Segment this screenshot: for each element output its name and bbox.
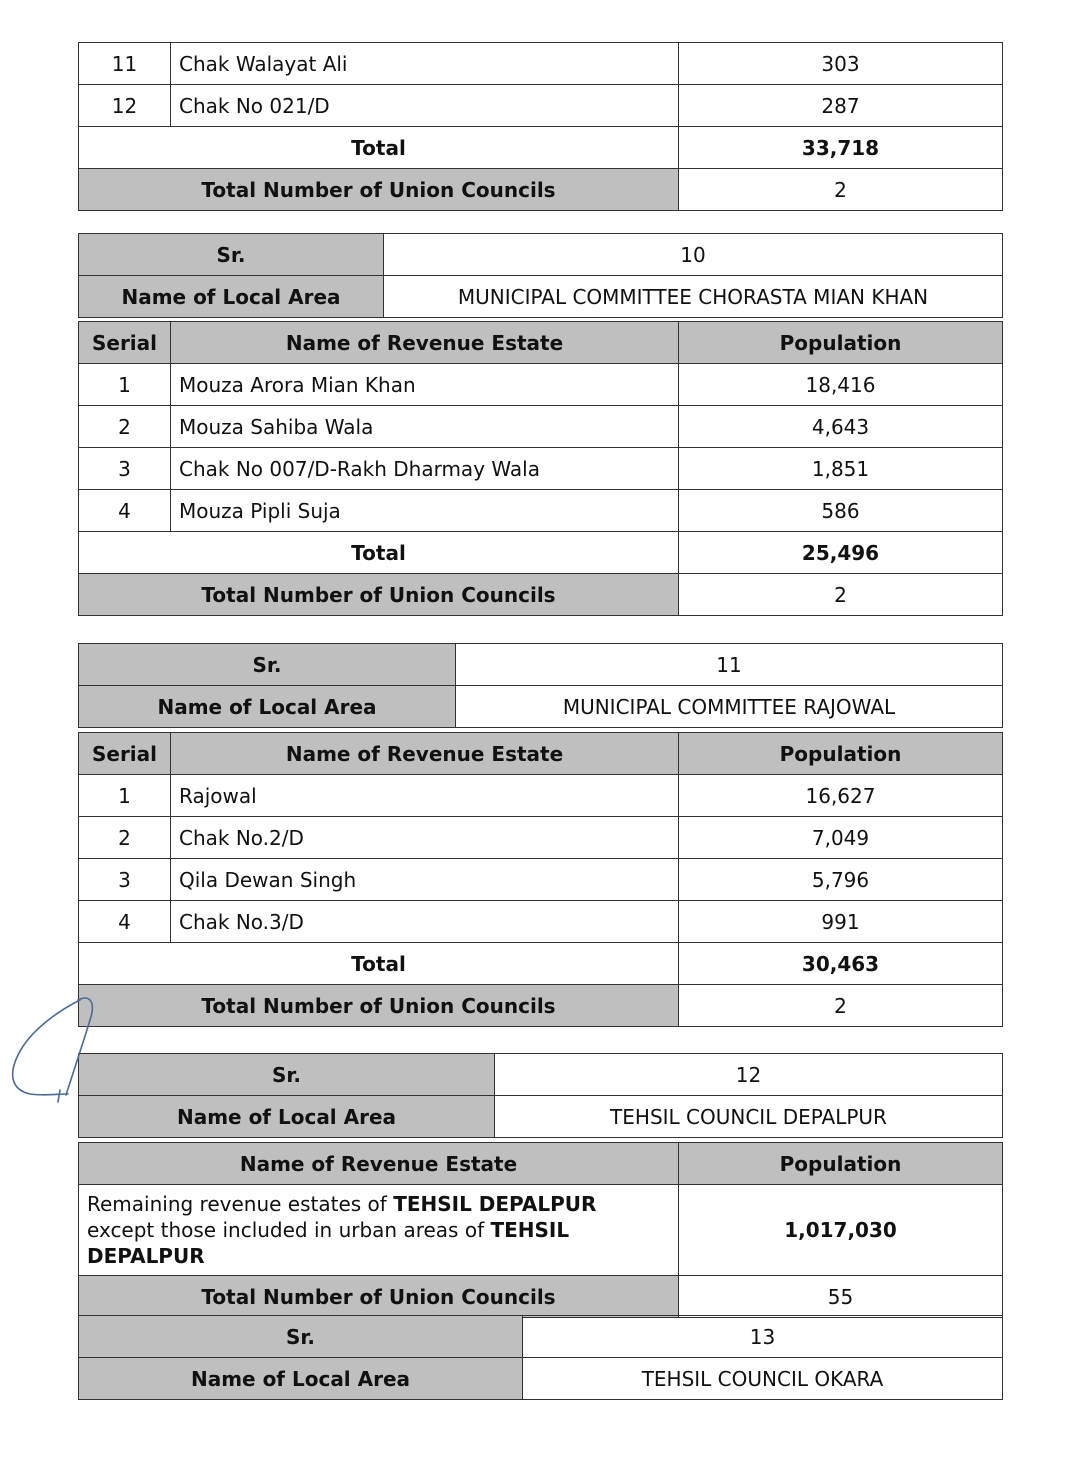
serial-cell: 1 xyxy=(79,775,171,817)
table-row xyxy=(79,43,1003,85)
estate-cell: Mouza Arora Mian Khan xyxy=(171,364,679,406)
revenue-estates-table-10 xyxy=(78,321,1003,616)
sr-row xyxy=(79,1054,1003,1096)
header-row xyxy=(79,322,1003,364)
union-councils-label: Total Number of Union Councils xyxy=(79,985,679,1027)
total-label: Total xyxy=(79,127,679,169)
population-cell: 303 xyxy=(679,43,1003,85)
population-cell: 16,627 xyxy=(679,775,1003,817)
estate-cell: Qila Dewan Singh xyxy=(171,859,679,901)
remaining-text-2: except those included in urban areas of xyxy=(87,1218,491,1242)
union-councils-row xyxy=(79,1276,1003,1318)
table-row xyxy=(79,901,1003,943)
union-councils-value: 55 xyxy=(679,1276,1003,1318)
serial-header: Serial xyxy=(79,733,171,775)
area-label: Name of Local Area xyxy=(79,1096,495,1138)
serial-cell: 3 xyxy=(79,448,171,490)
local-area-header-11 xyxy=(78,643,1003,728)
population-header: Population xyxy=(679,322,1003,364)
table-previous-continuation xyxy=(78,42,1003,211)
union-councils-row xyxy=(79,169,1003,211)
table-row xyxy=(79,364,1003,406)
sr-value: 12 xyxy=(495,1054,1003,1096)
estate-cell: Chak Walayat Ali xyxy=(171,43,679,85)
tehsil-name-1: TEHSIL DEPALPUR xyxy=(393,1192,597,1216)
estate-header: Name of Revenue Estate xyxy=(171,322,679,364)
total-label: Total xyxy=(79,943,679,985)
sr-row xyxy=(79,234,1003,276)
population-cell: 18,416 xyxy=(679,364,1003,406)
population-cell: 4,643 xyxy=(679,406,1003,448)
estate-cell: Chak No.3/D xyxy=(171,901,679,943)
revenue-estates-table-12 xyxy=(78,1142,1003,1318)
serial-header: Serial xyxy=(79,322,171,364)
sr-row xyxy=(79,1316,1003,1358)
sr-label: Sr. xyxy=(79,1316,523,1358)
remaining-text-1: Remaining revenue estates of xyxy=(87,1192,394,1216)
local-area-header-13 xyxy=(78,1315,1003,1400)
total-label: Total xyxy=(79,532,679,574)
header-row xyxy=(79,733,1003,775)
remaining-estates-cell xyxy=(79,1185,679,1276)
table-row xyxy=(79,775,1003,817)
population-cell: 991 xyxy=(679,901,1003,943)
sr-value: 13 xyxy=(523,1316,1003,1358)
local-area-header-12 xyxy=(78,1053,1003,1138)
serial-cell: 1 xyxy=(79,364,171,406)
estate-cell: Chak No 021/D xyxy=(171,85,679,127)
population-cell: 1,851 xyxy=(679,448,1003,490)
estate-cell: Mouza Pipli Suja xyxy=(171,490,679,532)
population-cell: 287 xyxy=(679,85,1003,127)
serial-cell: 2 xyxy=(79,406,171,448)
local-area-header-10 xyxy=(78,233,1003,318)
area-row xyxy=(79,1096,1003,1138)
serial-cell: 11 xyxy=(79,43,171,85)
area-label: Name of Local Area xyxy=(79,686,456,728)
revenue-estates-table-11 xyxy=(78,732,1003,1027)
area-row xyxy=(79,686,1003,728)
union-councils-label: Total Number of Union Councils xyxy=(79,574,679,616)
table-row xyxy=(79,1185,1003,1276)
tehsil-name-2: TEHSIL DEPALPUR xyxy=(87,1218,570,1268)
population-header: Population xyxy=(679,733,1003,775)
union-councils-value: 2 xyxy=(679,985,1003,1027)
union-councils-value: 2 xyxy=(679,169,1003,211)
total-value: 25,496 xyxy=(679,532,1003,574)
table-row xyxy=(79,85,1003,127)
table-row xyxy=(79,817,1003,859)
population-cell: 586 xyxy=(679,490,1003,532)
population-cell: 1,017,030 xyxy=(679,1185,1003,1276)
sr-label: Sr. xyxy=(79,234,384,276)
area-row xyxy=(79,276,1003,318)
sr-value: 10 xyxy=(384,234,1003,276)
table-row xyxy=(79,448,1003,490)
area-label: Name of Local Area xyxy=(79,276,384,318)
area-value: TEHSIL COUNCIL OKARA xyxy=(523,1358,1003,1400)
union-councils-label: Total Number of Union Councils xyxy=(79,169,679,211)
total-row xyxy=(79,532,1003,574)
table-row xyxy=(79,490,1003,532)
serial-cell: 2 xyxy=(79,817,171,859)
signature-icon xyxy=(0,990,110,1110)
total-row xyxy=(79,127,1003,169)
area-label: Name of Local Area xyxy=(79,1358,523,1400)
sr-row xyxy=(79,644,1003,686)
estate-cell: Chak No 007/D-Rakh Dharmay Wala xyxy=(171,448,679,490)
area-value: MUNICIPAL COMMITTEE RAJOWAL xyxy=(456,686,1003,728)
table-row xyxy=(79,406,1003,448)
population-cell: 5,796 xyxy=(679,859,1003,901)
serial-cell: 12 xyxy=(79,85,171,127)
population-header: Population xyxy=(679,1143,1003,1185)
area-row xyxy=(79,1358,1003,1400)
serial-cell: 4 xyxy=(79,901,171,943)
estate-header: Name of Revenue Estate xyxy=(79,1143,679,1185)
estate-cell: Mouza Sahiba Wala xyxy=(171,406,679,448)
estate-header: Name of Revenue Estate xyxy=(171,733,679,775)
sr-label: Sr. xyxy=(79,644,456,686)
estate-cell: Rajowal xyxy=(171,775,679,817)
union-councils-label: Total Number of Union Councils xyxy=(79,1276,679,1318)
population-cell: 7,049 xyxy=(679,817,1003,859)
table-row xyxy=(79,859,1003,901)
serial-cell: 4 xyxy=(79,490,171,532)
total-row xyxy=(79,943,1003,985)
sr-value: 11 xyxy=(456,644,1003,686)
area-value: TEHSIL COUNCIL DEPALPUR xyxy=(495,1096,1003,1138)
serial-cell: 3 xyxy=(79,859,171,901)
total-value: 33,718 xyxy=(679,127,1003,169)
header-row xyxy=(79,1143,1003,1185)
union-councils-value: 2 xyxy=(679,574,1003,616)
total-value: 30,463 xyxy=(679,943,1003,985)
union-councils-row xyxy=(79,574,1003,616)
union-councils-row xyxy=(79,985,1003,1027)
area-value: MUNICIPAL COMMITTEE CHORASTA MIAN KHAN xyxy=(384,276,1003,318)
sr-label: Sr. xyxy=(79,1054,495,1096)
estate-cell: Chak No.2/D xyxy=(171,817,679,859)
